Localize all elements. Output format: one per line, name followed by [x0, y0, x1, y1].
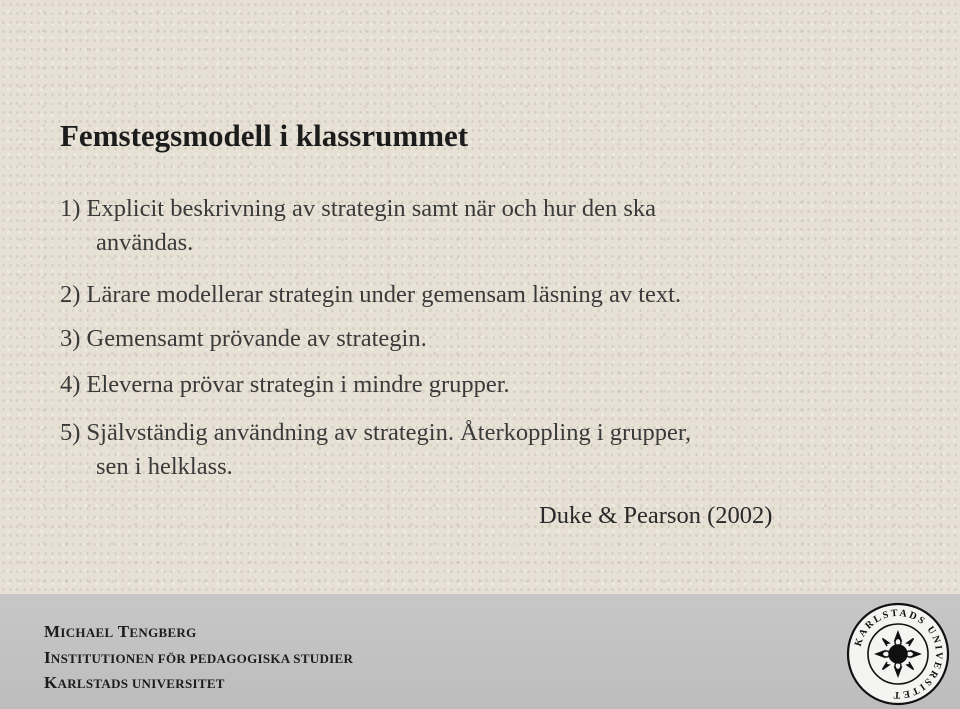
department-name: INSTITUTIONEN FÖR PEDAGOGISKA STUDIER: [44, 648, 354, 667]
list-item-continuation: sen i helklass.: [96, 453, 233, 480]
citation: Duke & Pearson (2002): [539, 502, 773, 529]
list-item-text: 1) Explicit beskrivning av strategin samt när och hur den ska: [60, 195, 657, 222]
list-item-3: [60, 324, 427, 354]
sun-icon: [876, 632, 920, 676]
slide-title: Femstegsmodell i klassrummet: [60, 118, 469, 153]
list-item-1: [60, 194, 656, 258]
list-item-continuation: användas.: [96, 229, 194, 256]
list-item-4: [60, 370, 510, 400]
list-item-text: 4) Eleverna prövar strategin i mindre grupper.: [60, 371, 510, 398]
svg-text:KARLSTADS UNIVERSITET: KARLSTADS UNIVERSITET: [852, 607, 945, 701]
list-item-text: 2) Lärare modellerar strategin under gemensam läsning av text.: [60, 281, 682, 308]
university-seal-logo: [846, 602, 950, 706]
footer-bar: [0, 594, 960, 709]
list-item-5: [60, 418, 691, 482]
author-name: MICHAEL TENGBERG: [44, 622, 197, 641]
university-name: KARLSTADS UNIVERSITET: [44, 673, 225, 692]
list-item-text: 5) Självständig användning av strategin. Återkoppling i grupper,: [60, 419, 692, 446]
list-item-2: [60, 280, 681, 310]
list-item-text: 3) Gemensamt prövande av strategin.: [60, 325, 427, 352]
